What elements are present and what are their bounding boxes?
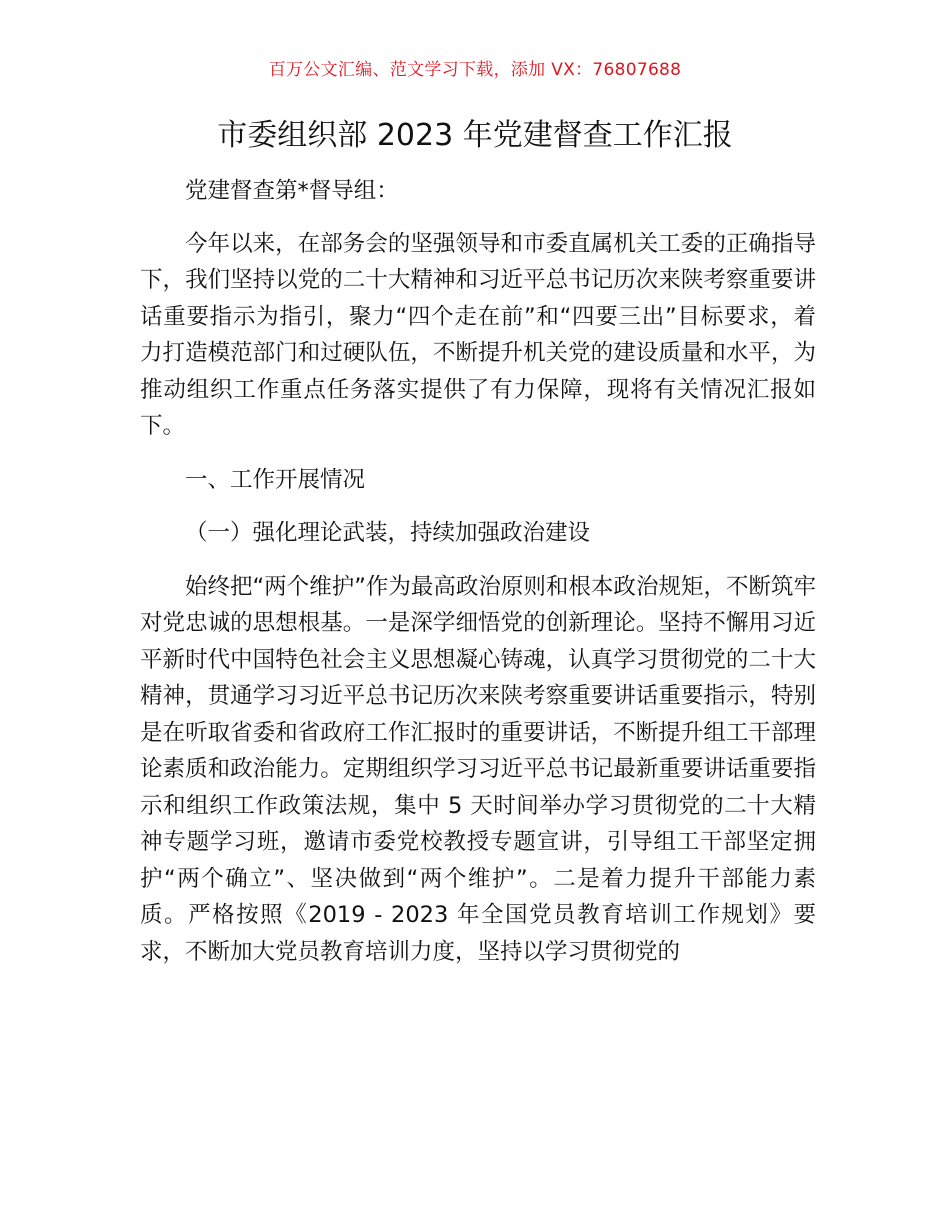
section-heading: 一、工作开展情况 [185,466,366,493]
document-title: 市委组织部 2023 年党建督查工作汇报 [217,118,733,153]
document-body [140,173,816,970]
header-note: 百万公文汇编、范文学习下载，添加 VX：76807688 [268,60,682,80]
salutation: 党建督查第*督导组： [185,178,399,204]
subsection-heading: （一）强化理论武装，持续加强政治建设 [185,520,591,546]
intro-paragraph: 今年以来，在部务会的坚强领导和市委直属机关工委的正确指导下，我们坚持以党的二十大精神和习近平总书记历次来陕考察重要讲话重要指示为指引，聚力“四个走在前”和“四要三出”目标要求，着力打造模范部门和过硬队伍，不断提升机关党的建设质量和水平，为推动组织工作重点任务落实提供了有力保障，现将有关情况汇报如下。 [140,230,816,439]
body-paragraph: 始终把“两个维护”作为最高政治原则和根本政治规矩，不断筑牢对党忠诚的思想根基。一是深学细悟党的创新理论。坚持不懈用习近平新时代中国特色社会主义思想凝心铸魂，认真学习贯彻党的二十大精神，贯通学习习近平总书记历次来陕考察重要讲话重要指示，特别是在听取省委和省政府工作汇报时的重要讲话，不断提升组工干部理论素质和政治能力。定期组织学习习近平总书记最新重要讲话重要指示和组织工作政策法规，集中 5 天时间举办学习贯彻党的二十大精神专题学习班，邀请市委党校教授专题宣讲，引导组工干部坚定拥护“两个确立”、坚决做到“两个维护”。二是着力提升干部能力素质。严格按照《2019 - 2023 年全国党员教育培训工作规划》要求，不断加大党员教育培训力度，坚持以学习贯彻党的 [140,573,816,965]
